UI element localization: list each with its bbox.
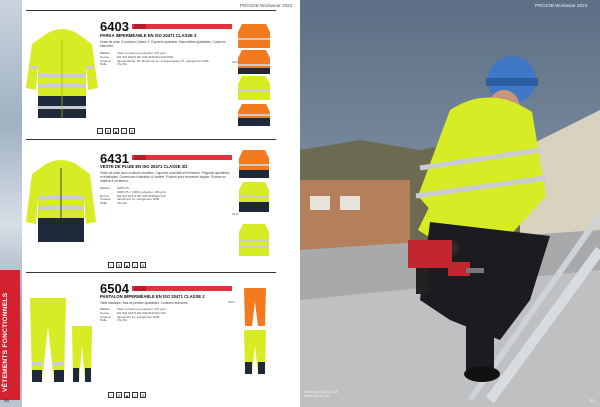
spec-row: Matière Tissu à pointe en polyester, 270 g/m² <box>100 307 167 311</box>
spec-row: Matière 100% PU <box>100 186 130 190</box>
product-description: Veste de pluie avec coutures soudées. Capuche amovible et fermeture. Poignets ajustables et élastiques. Ouvertures d'aération à l'arrière. Poches avec fermeture zippée. Poches en matière à l'extérieur. <box>100 171 230 183</box>
accent-bar <box>132 286 232 291</box>
color-variants-6431 <box>236 148 272 262</box>
accent-bar <box>132 24 232 29</box>
iron-icon: ▲ <box>125 263 129 268</box>
header-text: PROJOB Workwear 2023 <box>240 3 293 8</box>
no-tumble-dry-icon: ○ <box>122 129 126 134</box>
spec-row: Matière Tissu à pointe en polyester, 270 g/m² <box>100 51 167 55</box>
product-specs <box>100 187 230 206</box>
spec-row: Norme EN ISO 20471 EN 343:2019 EN 343 <box>100 310 166 315</box>
photo-caption-line: Veste 6403 p. 44 <box>304 394 330 399</box>
page-number: 90 <box>4 398 10 403</box>
color-variants-6403 <box>234 22 274 134</box>
spec-row: Couleur Jaune/marine, 40 Jaune/noir 11, orange/marine 27, orange/noir 1095 <box>100 58 209 63</box>
spec-row: 100% PU / 100% polyester, 180 g/m² <box>117 189 167 194</box>
photo-caption-line: Veste pluie 6431 p. 45 <box>304 390 338 394</box>
care-icons <box>97 128 135 134</box>
product-image-6504 <box>28 296 98 388</box>
spec-row: Norme EN ISO 20471 EN 343:2019 EN 343:2019 <box>100 54 174 59</box>
spec-row: Taille XS-4XL <box>100 318 128 323</box>
spec-row: Taille XS-4XL <box>100 62 128 67</box>
no-dry-clean-icon: ✕ <box>141 263 145 268</box>
color-variants-6504 <box>240 286 270 378</box>
new-badge <box>134 24 146 29</box>
photo-caption <box>304 390 338 398</box>
section-tab-label: VÊTEMENTS FONCTIONNELS <box>2 292 9 392</box>
iron-icon: ▲ <box>114 129 118 134</box>
spec-row: Norme EN ISO 20471 EN 343:2019 EN 343 <box>100 193 166 198</box>
accent-bar <box>132 155 232 160</box>
new-badge <box>134 286 146 291</box>
variant-caption: 6431 <box>232 212 239 216</box>
care-icons <box>108 392 146 398</box>
spec-row: Taille XS-4XL <box>100 201 128 206</box>
wash-icon: ~ <box>109 393 113 398</box>
no-dry-clean-icon: ✕ <box>130 129 134 134</box>
no-tumble-dry-icon: ○ <box>133 263 137 268</box>
no-tumble-dry-icon: ○ <box>133 393 137 398</box>
iron-icon: ▲ <box>125 393 129 398</box>
divider <box>26 272 276 273</box>
product-description: Veste de pluie 3 coutures Classe 3. Capuche ajustable. Manchettes ajustables. Coutures étanches. <box>100 40 226 48</box>
care-icons <box>108 262 146 268</box>
wash-icon: ~ <box>98 129 102 134</box>
product-image-6403 <box>22 26 102 126</box>
header-text: PROJOB Workwear 2023 <box>535 3 588 8</box>
worker-photo <box>300 0 600 407</box>
no-dry-clean-icon: ✕ <box>141 393 145 398</box>
divider <box>26 139 276 140</box>
spec-row: Couleur Jaune/noir 11, orange/noir 1095 <box>100 197 160 202</box>
new-badge <box>134 155 146 160</box>
no-bleach-icon: ✕ <box>117 263 121 268</box>
product-title: PARKA IMPERMÉABLE EN ISO 20471 CLASSE 3 <box>100 33 197 38</box>
product-code: 6504 <box>100 281 129 296</box>
spec-row: Couleur Jaune/noir 11, orange/noir 1095 <box>100 314 160 319</box>
variant-caption: 6403 <box>232 60 239 64</box>
section-tab <box>0 270 20 400</box>
divider <box>26 10 276 11</box>
product-title: PANTALON IMPERMÉABLE EN ISO 20471 CLASSE 2 <box>100 294 205 299</box>
no-bleach-icon: ✕ <box>106 129 110 134</box>
product-description: Taille élastique. Bas de jambes ajustables. Coutures étanches. <box>100 301 189 305</box>
right-page-photo <box>300 0 600 407</box>
page-number: 91 <box>590 398 596 403</box>
product-code: 6431 <box>100 151 129 166</box>
product-title: VESTE DE PLUIE EN ISO 20471 CLASSE 3/2 <box>100 164 188 169</box>
product-image-6431 <box>24 158 98 250</box>
product-code: 6403 <box>100 19 129 34</box>
product-specs <box>100 308 230 323</box>
no-bleach-icon: ✕ <box>117 393 121 398</box>
wash-icon: ~ <box>109 263 113 268</box>
product-specs <box>100 52 230 67</box>
variant-caption: 6504 <box>228 300 235 304</box>
